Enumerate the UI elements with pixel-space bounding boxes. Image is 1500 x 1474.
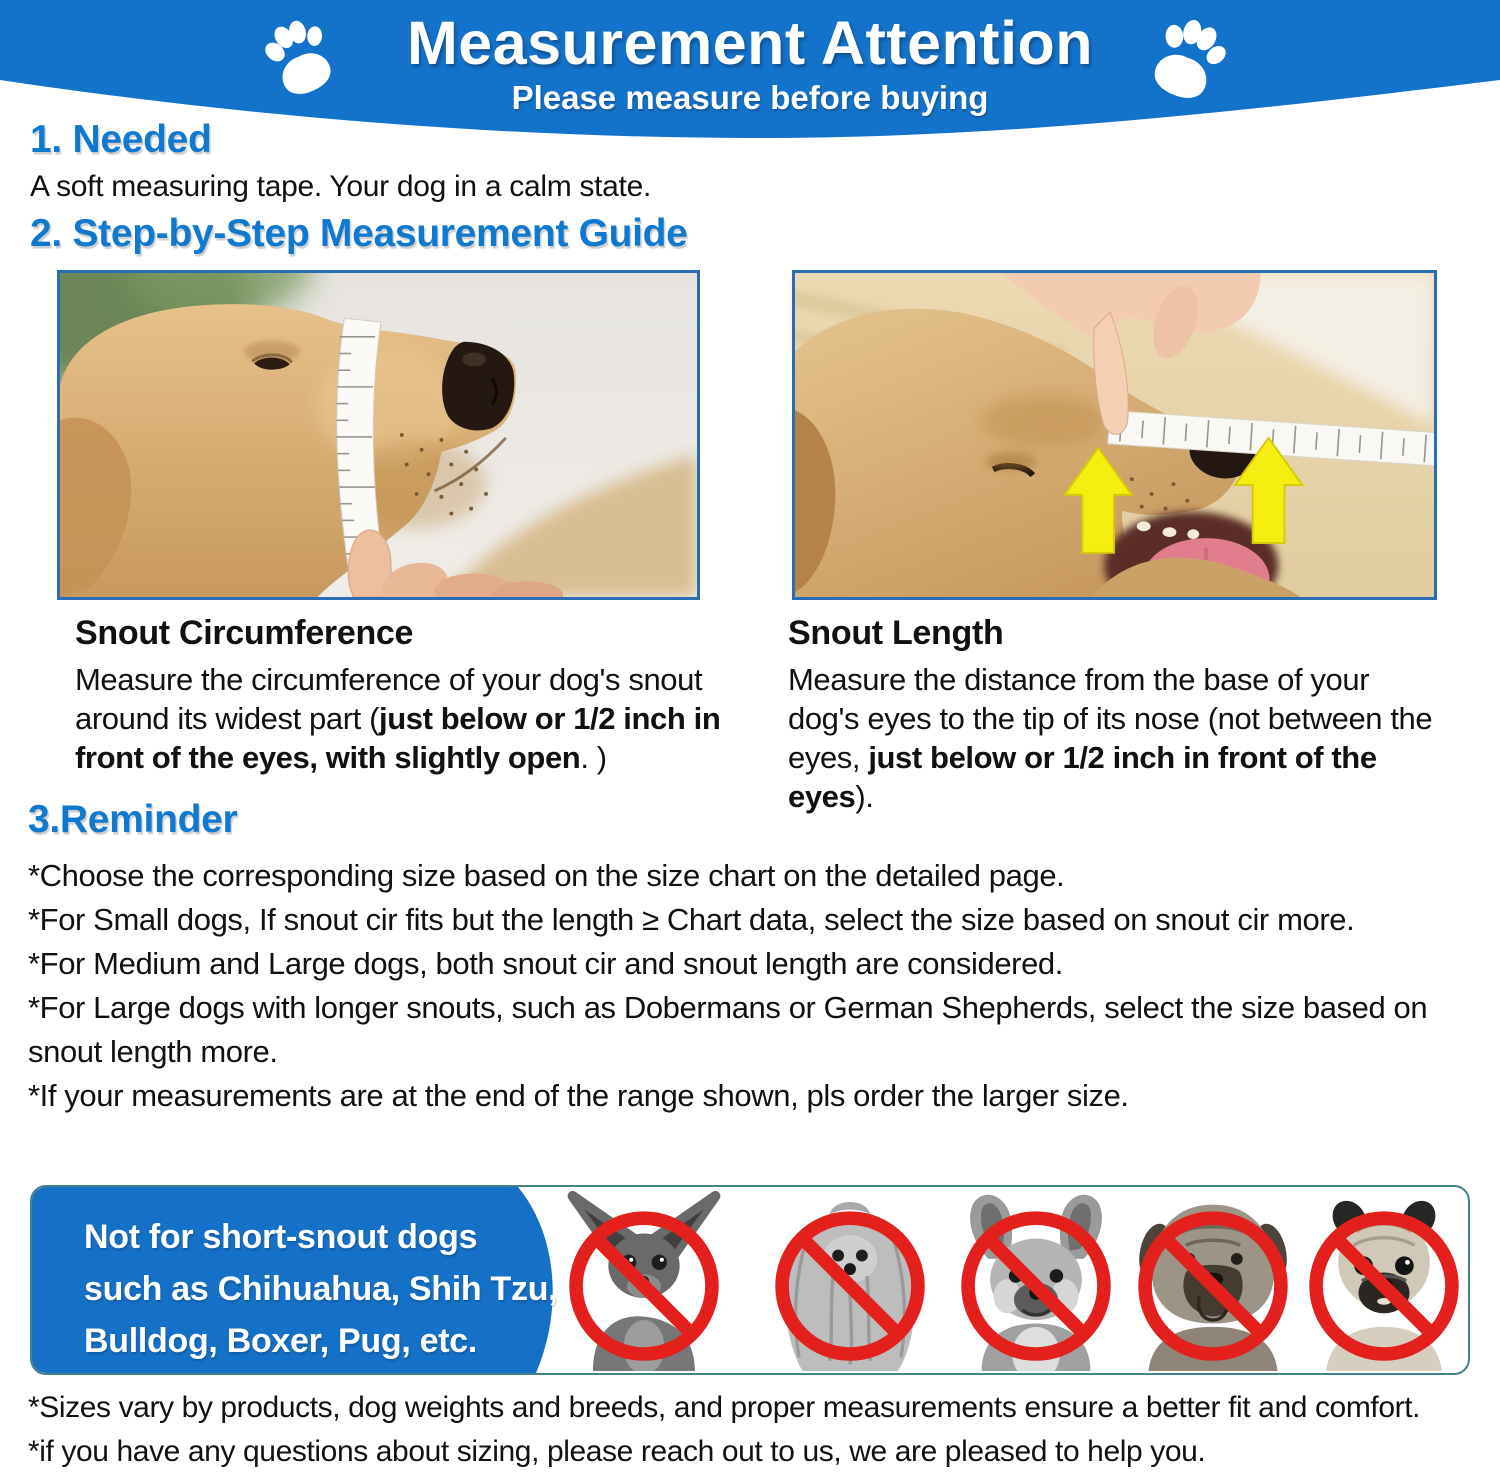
caption-text-bold: just below or 1/2 inch in front of the eyes, with slightly open: [75, 701, 721, 775]
caption-text-post: . ): [580, 740, 607, 775]
reminder-item: *For Small dogs, If snout cir fits but the length ≥ Chart data, select the size based on snout cir more.: [28, 902, 1355, 937]
caption-text: [788, 660, 1448, 816]
caption-text-bold: just below or 1/2 inch in front of the eyes: [788, 740, 1377, 814]
snout-length-photo: [792, 270, 1437, 600]
pug-photo: [1298, 1191, 1470, 1371]
reminder-item: *For Large dogs with longer snouts, such as Dobermans or German Shepherds, select the size based on snout length more.: [28, 990, 1428, 1069]
reminder-list: [28, 854, 1483, 1118]
reminder-item: *If your measurements are at the end of the range shown, pls order the larger size.: [28, 1078, 1129, 1113]
section-heading-reminder: 3.Reminder: [28, 798, 238, 841]
not-for-line: such as Chihuahua, Shih Tzu,: [84, 1270, 558, 1308]
page-subtitle: Please measure before buying: [511, 79, 989, 116]
shih-tzu-photo: [764, 1191, 936, 1371]
snout-length-caption: [788, 614, 1448, 816]
snout-circumference-photo: [57, 270, 700, 600]
not-for-line: Not for short-snout dogs: [84, 1218, 478, 1256]
not-for-text: [84, 1211, 557, 1367]
reminder-item: *For Medium and Large dogs, both snout cir and snout length are considered.: [28, 946, 1063, 981]
footnote: *if you have any questions about sizing, please reach out to us, we are pleased to help you.: [28, 1435, 1206, 1468]
caption-text-pre: Measure the distance from the base of your dog's eyes to the tip of its nose (not between the eyes,: [788, 662, 1433, 775]
chihuahua-photo: [558, 1191, 730, 1371]
snout-circumference-illustration: [60, 273, 697, 597]
not-for-line: Bulldog, Boxer, Pug, etc.: [84, 1322, 477, 1360]
section-heading-guide: 2. Step-by-Step Measurement Guide: [30, 212, 688, 255]
needed-body-text: A soft measuring tape. Your dog in a calm state.: [30, 170, 651, 203]
caption-text: [75, 660, 727, 777]
french-bulldog-photo: [950, 1191, 1122, 1371]
caption-title: Snout Length: [788, 614, 1004, 652]
snout-circumference-caption: [75, 614, 727, 777]
snout-length-illustration: [795, 273, 1434, 597]
mastiff-photo: [1127, 1191, 1299, 1371]
caption-text-post: ).: [855, 779, 874, 814]
not-for-box: [30, 1185, 1470, 1375]
caption-text-pre: Measure the circumference of your dog's snout around its widest part (: [75, 662, 703, 736]
section-heading-needed: 1. Needed: [30, 118, 212, 161]
page-title: Measurement Attention: [406, 9, 1094, 77]
header-banner: [0, 0, 1500, 152]
reminder-item: *Choose the corresponding size based on the size chart on the detailed page.: [28, 858, 1065, 893]
caption-title: Snout Circumference: [75, 614, 414, 652]
footnote: *Sizes vary by products, dog weights and breeds, and proper measurements ensure a better fit and comfort.: [28, 1391, 1421, 1424]
